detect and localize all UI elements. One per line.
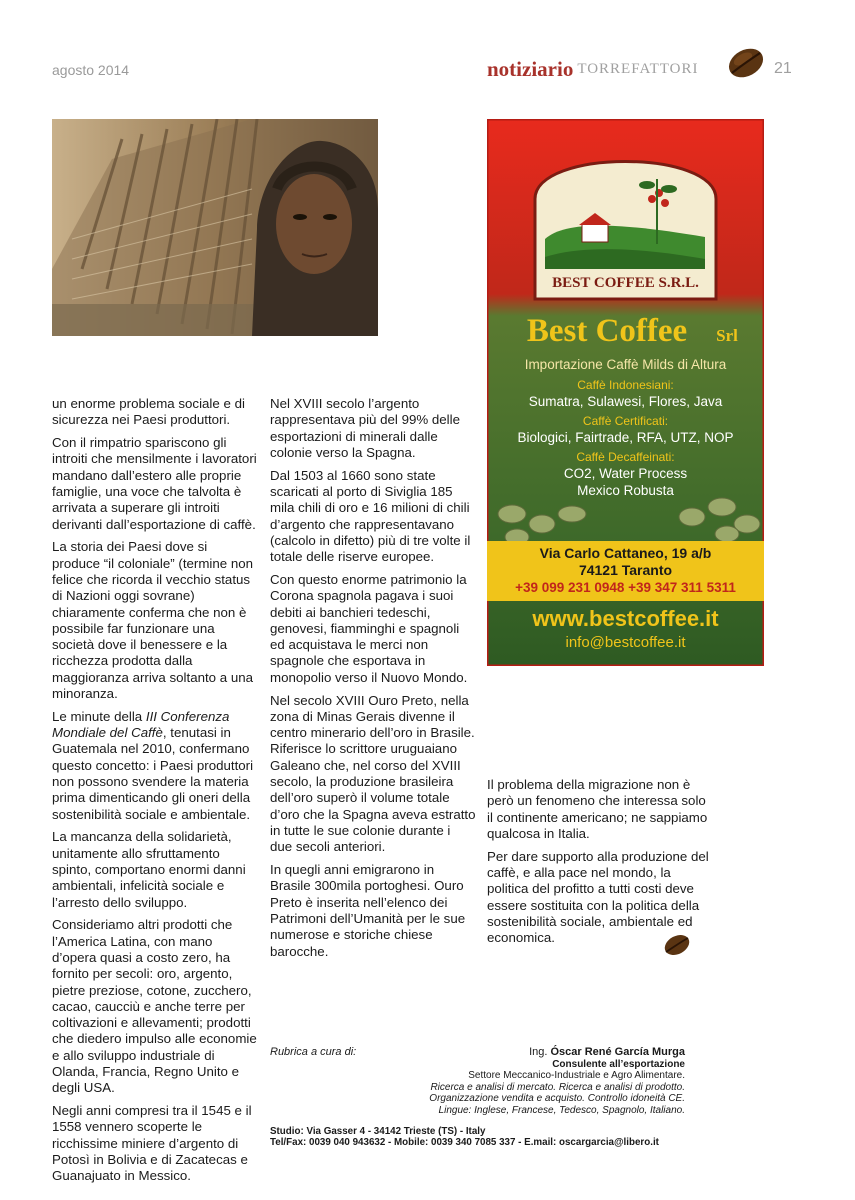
paragraph-lead: Le minute della — [52, 708, 146, 724]
paragraph: Negli anni compresi tra il 1545 e il 1558 vennero scoperte le ricchissime miniere d’argento di Potosì in Bolivia e di Zacatecas e Guanajuato in Messico. — [52, 1103, 252, 1184]
contact-numbers: Tel/Fax: 0039 040 943632 - Mobile: 0039 340 7085 337 - E.mail: oscargarcia@libero.it — [270, 1137, 659, 1149]
article-column-1 — [52, 396, 258, 1191]
ad-mexico: Mexico Robusta — [577, 483, 674, 498]
author-sector: Settore Meccanico-Industriale e Agro Alimentare. — [468, 1070, 685, 1082]
paragraph: Con questo enorme patrimonio la Corona spagnola pagava i suoi debiti ai banchieri tedeschi, genovesi, fiamminghi e spagnoli ed acquistava le merci non spagnole che esportava in monopolio verso il Nuovo Mondo. — [270, 571, 468, 685]
paragraph: La storia dei Paesi dove si produce “il coloniale” (termine non felice che ricorda il vecchio status di Nazioni oggi sovrane) chiaramente conferma che non è possibile far funzionare una società dove il benessere e la ricchezza prodotta dalla maggioranza arriva soltanto a una minoranza. — [52, 539, 254, 702]
ad-tagline: Importazione Caffè Milds di Altura — [524, 357, 727, 372]
ad-decaf-title: Caffè Decaffeinati: — [576, 450, 675, 464]
ad-address-street: Via Carlo Cattaneo, 19 a/b — [539, 545, 712, 561]
article-column-2 — [270, 396, 476, 966]
ad-address-city: 74121 Taranto — [578, 562, 673, 578]
ad-website[interactable]: www.bestcoffee.it — [532, 606, 719, 631]
ad-brand-suffix: Srl — [716, 326, 738, 345]
ad-indo-title: Caffè Indonesiani: — [577, 378, 674, 392]
paragraph: Il problema della migrazione non è però un fenomeno che interessa solo il continente americano; ne sappiamo qualcosa in Italia. — [487, 777, 708, 841]
paragraph: Per dare supporto alla produzione del caffè, e alla pace nel mondo, la politica del profitto a tutti costi deve essere sostituita con la politica della sostenibilità sociale, ambientale ed economica. — [487, 848, 709, 946]
page-number: 21 — [774, 60, 792, 77]
ad-logo-text: BEST COFFEE S.R.L. — [552, 275, 699, 291]
coffee-bean-icon — [726, 45, 766, 81]
ad-cert-list: Biologici, Fairtrade, RFA, UTZ, NOP — [517, 430, 734, 445]
author-footer — [270, 1047, 685, 1149]
author-fullname: Óscar René García Murga — [550, 1046, 685, 1058]
coffee-bean-end-icon — [662, 932, 692, 958]
paragraph: Nel secolo XVIII Ouro Preto, nella zona di Minas Gerais divenne il centro minerario dell’oro in Brasile. Riferisce lo scrittore uruguaiano Galeano che, nel corso del XVIII secolo, la produzione brasileira dell’oro superò il volume totale d’oro che la Spagna aveva estratto in tutte le sue colonie durante i due secoli anteriori. — [270, 692, 476, 855]
author-services-2: Organizzazione vendita e acquisto. Controllo idoneità CE. — [429, 1093, 685, 1105]
paragraph: Con il rimpatrio spariscono gli introiti che mensilmente i lavoratori mandano dall’estero alle proprie famiglie, una voce che talvolta è arrivata a superare gli introiti derivanti dall’esportazione di caffè. — [52, 435, 257, 532]
ad-cert-title: Caffè Certificati: — [582, 414, 669, 428]
paragraph: Consideriamo altri prodotti che l’America Latina, con mano d’opera quasi a costo zero, ha fornito per secoli: oro, argento, pietre preziose, cotone, zucchero, cacao, caucciù e anche terre per coltivazioni e allevamenti; prodotti che diedero impulso alle economie e allo sviluppo industriale di Olanda, Francia, Regno Unito e degli USA. — [52, 917, 257, 1096]
article-column-3 — [487, 777, 715, 953]
brand-secondary: TORREFATTORI — [577, 60, 699, 77]
author-languages: Lingue: Inglese, Francese, Tedesco, Spagnolo, Italiano. — [438, 1104, 685, 1116]
paragraph-conference — [52, 709, 258, 823]
paragraph: un enorme problema sociale e di sicurezza nei Paesi produttori. — [52, 396, 245, 428]
photo-migrant-train — [52, 119, 378, 336]
issue-date: agosto 2014 — [52, 62, 130, 78]
author-services-1: Ricerca e analisi di mercato. Ricerca e analisi di prodotto. — [430, 1081, 685, 1093]
paragraph-tail: , tenutasi in Guatemala nel 2010, confermano questo concetto: i Paesi produttori non possono svendere la materia prima dimenticando gli oneri della sostenibilità sociale e ambientale. — [52, 725, 254, 822]
best-coffee-advertisement — [487, 119, 764, 666]
paragraph: Dal 1503 al 1660 sono state scaricati al porto di Siviglia 185 mila chili di oro e 16 milioni di chili d’argento che rappresentavano (calcolo in difetto) più di tre volte il totale delle riserve europee. — [270, 467, 471, 565]
magazine-brand — [487, 54, 699, 84]
ad-email[interactable]: info@bestcoffee.it — [565, 634, 686, 651]
brand-primary: notiziario — [487, 56, 574, 81]
paragraph: Nel XVIII secolo l’argento rappresentava più del 99% delle esportazioni di minerali dalle colonie verso la Spagna. — [270, 396, 460, 460]
paragraph: La mancanza della solidarietà, unitamente allo sfruttamento spinto, comportano enormi danni ambientali, infelicità sociale e l’arresto dello sviluppo. — [52, 829, 246, 910]
studio-contacts — [270, 1126, 685, 1149]
ad-phones: +39 099 231 0948 +39 347 311 5311 — [515, 580, 736, 595]
conference-title: III Conferenza Mondiale del Caffè — [52, 708, 230, 741]
ad-brand: Best Coffee — [526, 313, 688, 349]
ad-indo-list: Sumatra, Sulawesi, Flores, Java — [528, 394, 723, 409]
ad-decaf-list: CO2, Water Process — [563, 466, 688, 481]
author-title: Ing. — [529, 1046, 551, 1058]
studio-address: Studio: Via Gasser 4 - 34142 Trieste (TS) - Italy — [270, 1125, 486, 1137]
rubrica-label: Rubrica a cura di: — [270, 1046, 357, 1058]
paragraph: In quegli anni emigrarono in Brasile 300mila portoghesi. Ouro Preto è inserita nell’elenco dei Patrimoni dell’Umanità per le sue numerose e storiche chiese barocche. — [270, 862, 466, 959]
author-role: Consulente all’esportazione — [552, 1058, 685, 1070]
